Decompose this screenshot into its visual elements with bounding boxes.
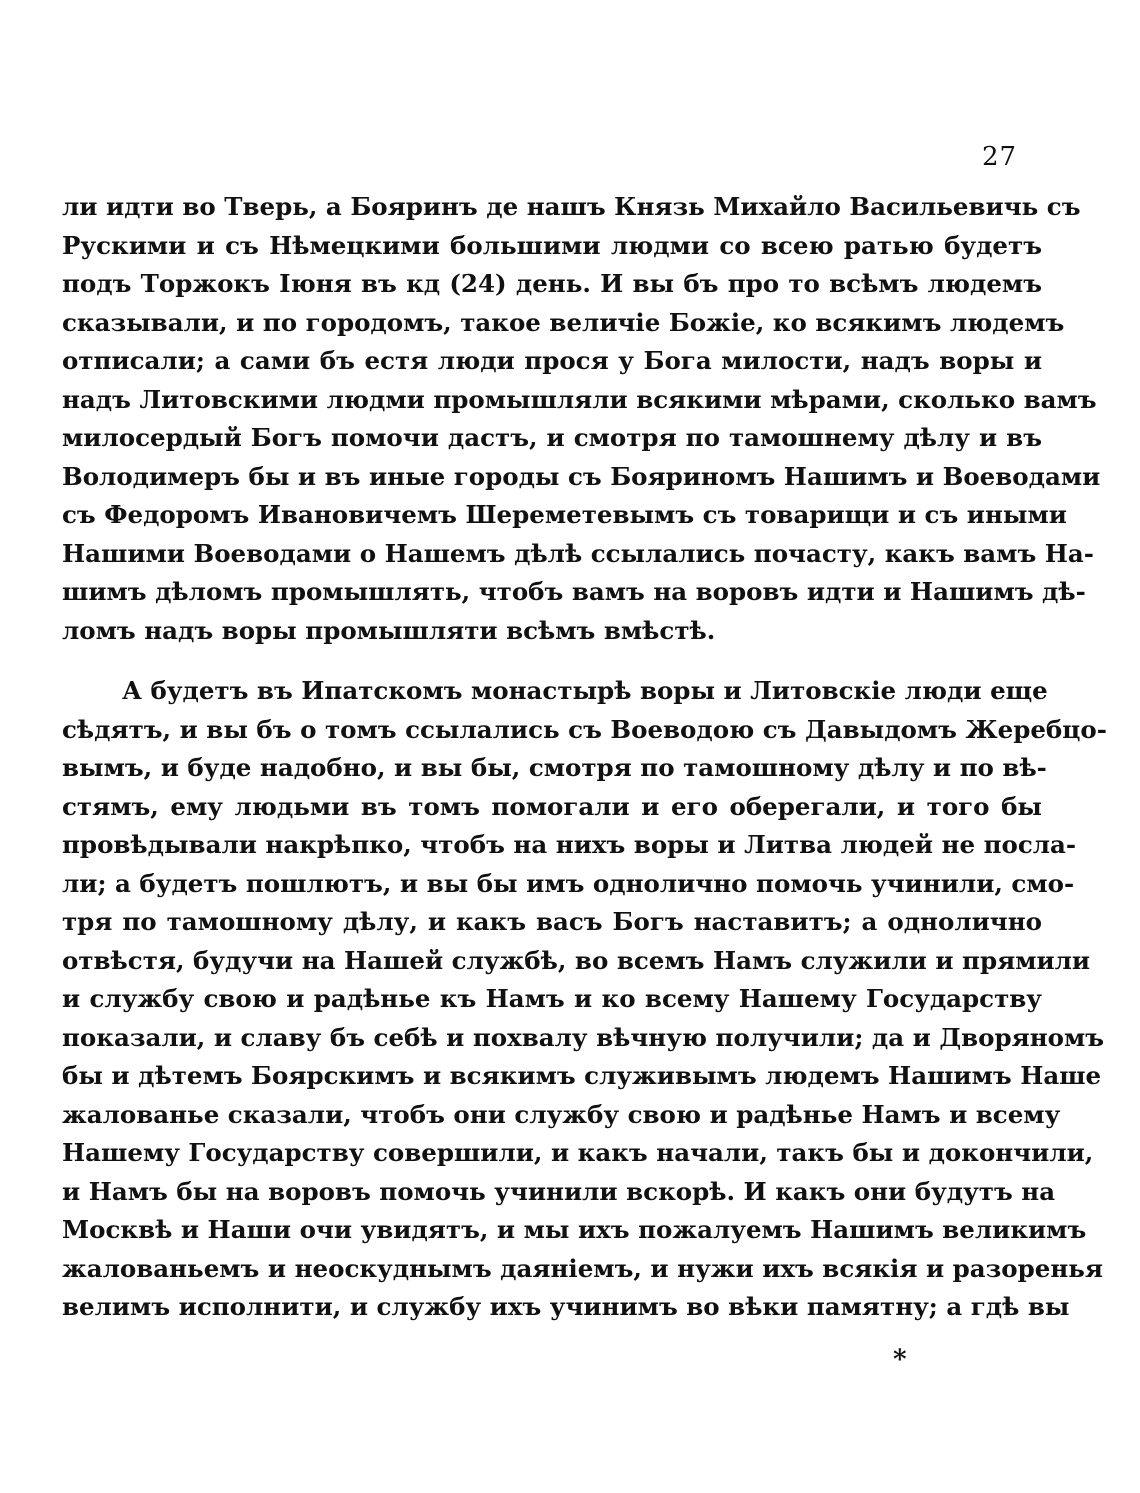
text-line: надъ Литовскими людми промышляли всякими мѣрами, сколько вамъ — [62, 384, 1097, 414]
text-line: подъ Торжокъ Іюня въ кд (24) день. И вы бъ про то всѣмъ людемъ — [62, 269, 1042, 298]
text-line: ли идти во Тверь, а Бояринъ де нашъ Князь Михайло Васильевичь съ — [62, 192, 1081, 221]
text-line: сѣдятъ, и вы бъ о томъ ссылались съ Воеводою съ Давыдомъ Жеребцо- — [62, 714, 1107, 744]
text-line: провѣдывали накрѣпко, чтобъ на нихъ воры и Литва людей не посла- — [62, 830, 1077, 859]
text-line: ли; а будетъ пошлютъ, и вы бы имъ однолично помочь учинили, смо- — [62, 868, 1075, 898]
text-line: велимъ исполнити, и службу ихъ учинимъ во вѣки памятну; а гдѣ вы — [62, 1292, 1070, 1321]
paragraph-1 — [62, 188, 1101, 650]
text-line: отписали; а сами бъ естя люди прося у Бога милости, надъ воры и — [62, 346, 1042, 375]
text-line: и Намъ бы на воровъ помочь учинили вскорѣ. И какъ они будутъ на — [62, 1176, 1056, 1206]
text-line: тря по тамошному дѣлу, и какъ васъ Богъ наставитъ; а однолично — [62, 907, 1042, 936]
text-line: Володимеръ бы и въ иные городы съ Бояриномъ Нашимъ и Воеводами — [62, 461, 1101, 491]
page-number: 27 — [982, 142, 1018, 172]
text-line: стямъ, ему людьми въ томъ помогали и его оберегали, и того бы — [62, 791, 1042, 821]
text-line: Москвѣ и Наши очи увидятъ, и мы ихъ пожалуемъ Нашимъ великимъ — [62, 1215, 1087, 1244]
text-line: съ Федоромъ Ивановичемъ Шереметевымъ съ товарищи и съ иными — [62, 500, 1067, 529]
footnote-mark: * — [893, 1345, 907, 1375]
text-line: Рускими и съ Нѣмецкими большими людми со всею ратью будетъ — [62, 230, 1042, 260]
text-line: жалованьемъ и неоскуднымъ даяніемъ, и нужи ихъ всякія и разоренья — [62, 1253, 1104, 1283]
text-line: Нашими Воеводами о Нашемъ дѣлѣ ссылались почасту, какъ вамъ На- — [62, 538, 1094, 568]
text-line: А будетъ въ Ипатскомъ монастырѣ воры и Литовскіе люди еще — [122, 676, 1048, 705]
text-line: Нашему Государству совершили, и какъ начали, такъ бы и докончили, — [62, 1138, 1094, 1167]
text-line: бы и дѣтемъ Боярскимъ и всякимъ служивымъ людемъ Нашимъ Наше — [62, 1061, 1102, 1090]
text-line: и службу свою и радѣнье къ Намъ и ко всему Нашему Государству — [62, 984, 1042, 1013]
text-line: шимъ дѣломъ промышлять, чтобъ вамъ на воровъ идти и Нашимъ дѣ- — [62, 577, 1086, 606]
text-line: показали, и славу бъ себѣ и похвалу вѣчную получили; да и Дворяномъ — [62, 1022, 1105, 1052]
text-line: отвѣстя, будучи на Нашей службѣ, во всемъ Намъ служили и прямили — [62, 945, 1091, 975]
text-line: жалованье сказали, чтобъ они службу свою и радѣнье Намъ и всему — [62, 1099, 1061, 1129]
text-line: ломъ надъ воры промышляти всѣмъ вмѣстѣ. — [62, 615, 716, 645]
text-line: милосердый Богъ помочи дастъ, и смотря по тамошнему дѣлу и въ — [62, 423, 1042, 452]
text-line: сказывали, и по городомъ, такое величіе Божіе, ко всякимъ людемъ — [62, 307, 1065, 337]
text-line: вымъ, и буде надобно, и вы бы, смотря по тамошному дѣлу и по вѣ- — [62, 753, 1047, 782]
paragraph-2 — [62, 672, 1107, 1327]
